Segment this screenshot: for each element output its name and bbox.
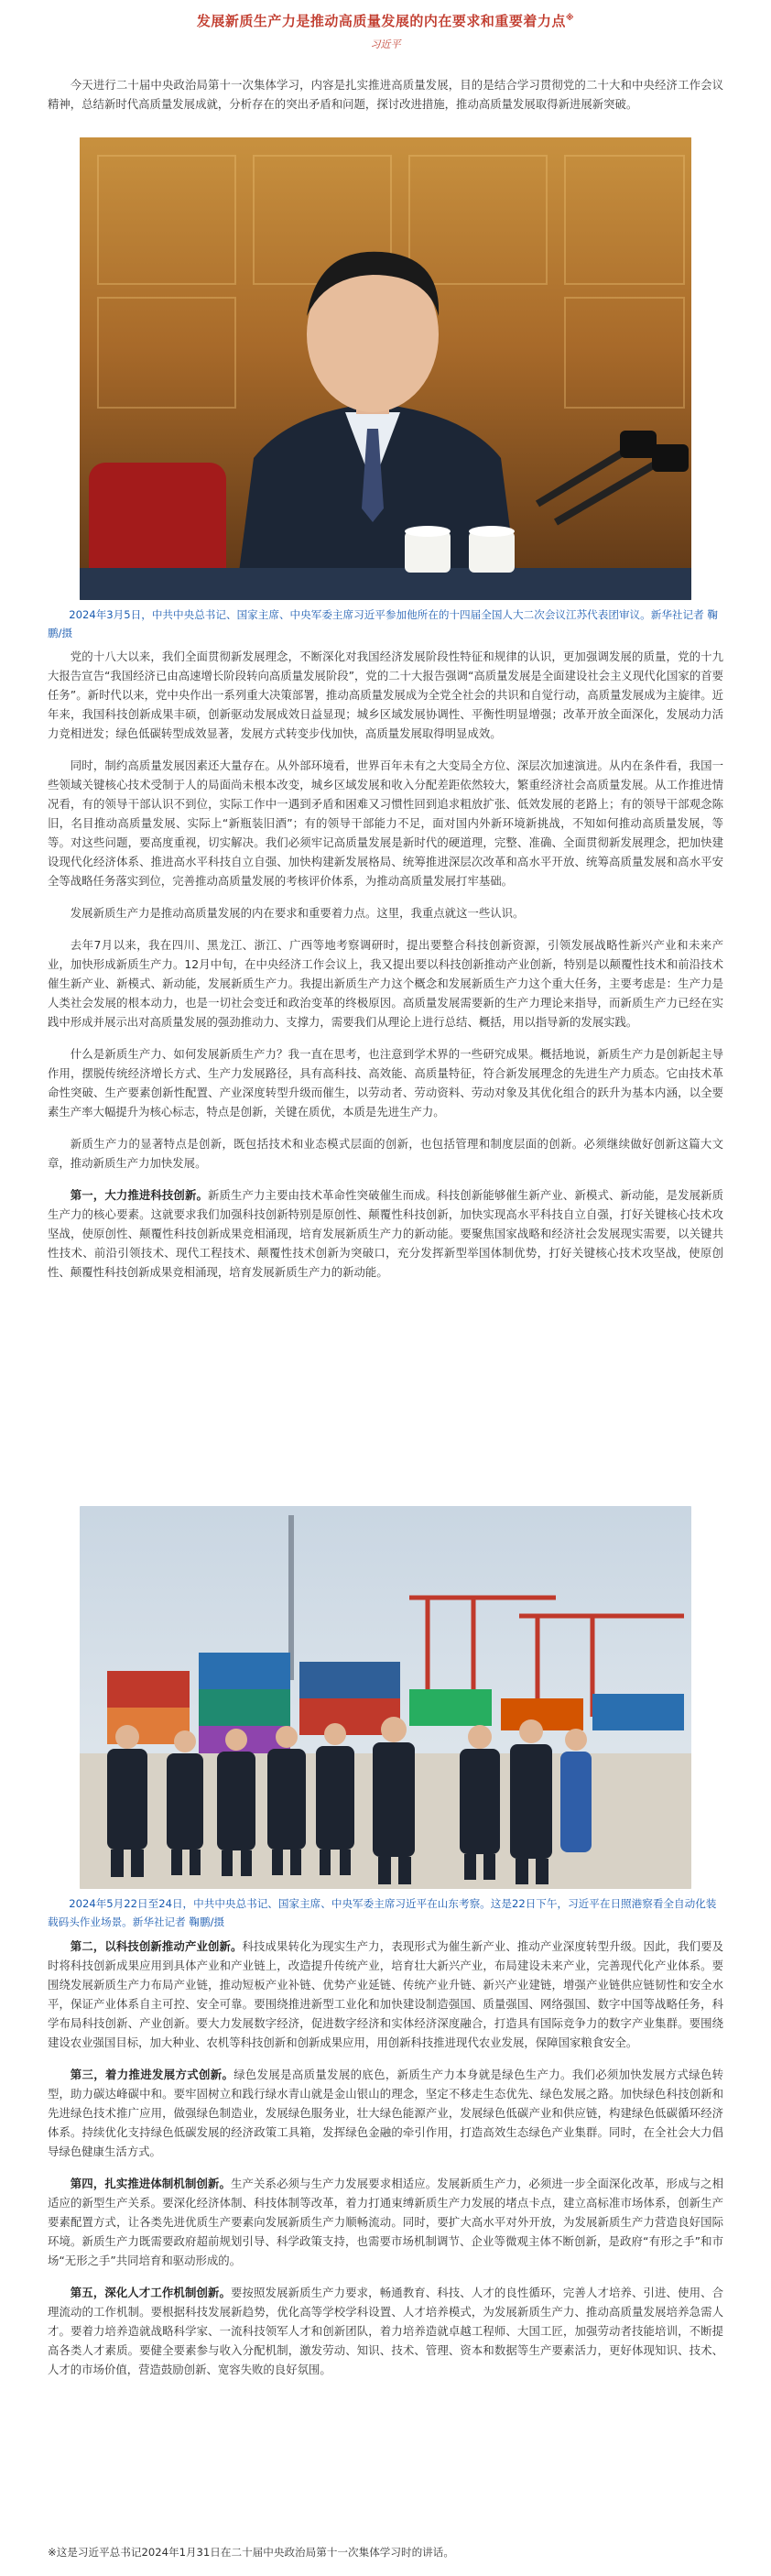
paragraph-10 bbox=[48, 2065, 723, 2161]
paragraph-12-body: 要按照发展新质生产力要求，畅通教育、科技、人才的良性循环，完善人才培养、引进、使用、合理流动的工作机制。要根据科技发展新趋势，优化高等学校学科设置、人才培养模式，为发展新质生产力、推动高质量发展培养急需人才。要着力培养造就战略科学家、一流科技领军人才和创新团队，着力培养造就卓越工程师、大国工匠，加强劳动者技能培训，不断提高各类人才素质。要健全要素参与收入分配机制，激发劳动、知识、技术、管理、资本和数据等生产要素活力，更好体现知识、技术、人才的市场价值，营造鼓励创新、宽容失败的良好氛围。 bbox=[48, 2286, 723, 2376]
paragraph-12 bbox=[48, 2283, 723, 2379]
paragraph-10-lead: 第三，着力推进发展方式创新。 bbox=[70, 2068, 234, 2081]
paragraph-5: 去年7月以来，我在四川、黑龙江、浙江、广西等地考察调研时，提出要整合科技创新资源，引领发展战略性新兴产业和未来产业，加快形成新质生产力。12月中旬，在中央经济工作会议上，我又提出要以科技创新推动产业创新，特别是以颠覆性技术和前沿技术催生新产业、新模式、新动能，发展新质生产力。我提出新质生产力这个概念和发展新质生产力这个重大任务，主要考虑是：生产力是人类社会发展的根本动力，也是一切社会变迁和政治变革的终极原因。高质量发展需要新的生产力理论来指导，而新质生产力已经在实践中形成并展示出对高质量发展的强劲推动力、支撑力，需要我们从理论上进行总结、概括，用以指导新的发展实践。 bbox=[48, 938, 723, 1029]
paragraph-9-lead: 第二，以科技创新推动产业创新。 bbox=[70, 1939, 243, 1953]
paragraph-6: 什么是新质生产力、如何发展新质生产力？我一直在思考，也注意到学术界的一些研究成果。概括地说，新质生产力是创新起主导作用，摆脱传统经济增长方式、生产力发展路径，具有高科技、高效能、高质量特征，符合新发展理念的先进生产力质态。它由技术革命性突破、生产要素创新性配置、产业深度转型升级而催生，以劳动者、劳动资料、劳动对象及其优化组合的跃升为基本内涵，以全要素生产率大幅提升为核心标志，特点是创新，关键在质优，本质是先进生产力。 bbox=[48, 1047, 723, 1119]
paragraph-9 bbox=[48, 1937, 723, 2052]
photo-port-caption: 2024年5月22日至24日，中共中央总书记、国家主席、中央军委主席习近平在山东考察。这是22日下午，习近平在日照港察看全自动化装载码头作业场景。新华社记者 鞠鹏/摄 bbox=[48, 1897, 717, 1928]
photo-meeting-image bbox=[80, 137, 691, 600]
photo-port-image bbox=[80, 1506, 691, 1889]
paragraph-9-body: 科技成果转化为现实生产力，表现形式为催生新产业、推动产业深度转型升级。因此，我们要及时将科技创新成果应用到具体产业和产业链上，改造提升传统产业，培育壮大新兴产业，布局建设未来产业，完善现代化产业体系。要围绕发展新质生产力布局产业链，推动短板产业补链、优势产业延链、传统产业升链、新兴产业建链，增强产业链供应链韧性和安全水平，保证产业体系自主可控、安全可靠。要围绕推进新型工业化和加快建设制造强国、质量强国、网络强国、数字中国等战略任务，科学布局科技创新、产业创新。要大力发展数字经济，促进数字经济和实体经济深度融合，打造具有国际竞争力的数字产业集群。要围绕建设农业强国目标，加大种业、农机等科技创新和创新成果应用，用创新科技推进现代农业发展，保障国家粮食安全。 bbox=[48, 1939, 724, 2049]
paragraph-11 bbox=[48, 2174, 723, 2270]
paragraph-4: 发展新质生产力是推动高质量发展的内在要求和重要着力点。这里，我重点就这一些认识。 bbox=[70, 906, 525, 920]
paragraph-8-lead: 第一，大力推进科技创新。 bbox=[70, 1188, 208, 1202]
title-text: 发展新质生产力是推动高质量发展的内在要求和重要着力点 bbox=[196, 13, 566, 29]
body-section-1 bbox=[48, 647, 723, 1282]
paragraph-1: 今天进行二十届中央政治局第十一次集体学习，内容是扎实推进高质量发展，目的是结合学习贯彻党的二十大和中央经济工作会议精神，总结新时代高质量发展成就，分析存在的突出矛盾和问题，探讨改进措施，推动高质量发展取得新进展新突破。 bbox=[48, 78, 723, 111]
paragraph-3: 同时，制约高质量发展因素还大量存在。从外部环境看，世界百年未有之大变局全方位、深层次加速演进。从内在条件看，我国一些领域关键核心技术受制于人的局面尚未根本改变，城乡区域发展和收入分配差距依然较大，繁重经济社会高质量发展。从工作推进情况看，有的领导干部认识不到位，实际工作中一遇到矛盾和困难又习惯性回到追求粗放扩张、低效发展的老路上；有的领导干部观念陈旧，名目推动高质量发展、实际上“新瓶装旧酒”；有的领导干部能力不足，面对国内外新环境新挑战，不知如何推动高质量发展，等等。对这些问题，要高度重视，切实解决。我们必须牢记高质量发展是新时代的硬道理，完整、准确、全面贯彻新发展理念，把加快建设现代化经济体系、推进高水平科技自立自强、加快构建新发展格局、统筹推进深层次改革和高水平开放、统筹高质量发展和高水平安全等战略任务落实到位，完善推动高质量发展的考核评价体系，为推动高质量发展打牢基础。 bbox=[48, 759, 723, 888]
body-section-2 bbox=[48, 1937, 723, 2379]
paragraph-7: 新质生产力的显著特点是创新，既包括技术和业态模式层面的创新，也包括管理和制度层面的创新。必须继续做好创新这篇大文章，推动新质生产力加快发展。 bbox=[48, 1137, 723, 1170]
photo-port bbox=[80, 1506, 691, 1889]
paragraph-1-block bbox=[48, 75, 723, 114]
photo-meeting bbox=[80, 137, 691, 600]
paragraph-11-lead: 第四，扎实推进体制机制创新。 bbox=[70, 2177, 231, 2190]
article-footnote: ※这是习近平总书记2024年1月31日在二十届中央政治局第十一次集体学习时的讲话。 bbox=[48, 2546, 454, 2559]
paragraph-8 bbox=[48, 1185, 723, 1282]
title-note-mark: ※ bbox=[565, 14, 575, 23]
photo-meeting-caption: 2024年3月5日，中共中央总书记、国家主席、中央军委主席习近平参加他所在的十四届全国人大二次会议江苏代表团审议。新华社记者 鞠鹏/摄 bbox=[48, 608, 718, 639]
paragraph-10-body: 绿色发展是高质量发展的底色，新质生产力本身就是绿色生产力。我们必须加快发展方式绿色转型，助力碳达峰碳中和。要牢固树立和践行绿水青山就是金山银山的理念，坚定不移走生态优先、绿色发展之路。加快绿色科技创新和先进绿色技术推广应用，做强绿色制造业，发展绿色服务业，壮大绿色能源产业，发展绿色低碳产业和供应链，构建绿色低碳循环经济体系。持续优化支持绿色低碳发展的经济政策工具箱，发挥绿色金融的牵引作用，打造高效生态绿色产业集群。同时，在全社会大力倡导绿色健康生活方式。 bbox=[48, 2068, 724, 2158]
paragraph-11-body: 生产关系必须与生产力发展要求相适应。发展新质生产力，必须进一步全面深化改革，形成与之相适应的新型生产关系。要深化经济体制、科技体制等改革，着力打通束缚新质生产力发展的堵点卡点，建立高标准市场体系，创新生产要素配置方式，让各类先进优质生产要素向发展新质生产力顺畅流动。同时，要扩大高水平对外开放，为发展新质生产力营造良好国际环境。新质生产力既需要政府超前规划引导、科学政策支持，也需要市场机制调节、企业等微观主体不断创新，是政府“有形之手”和市场“无形之手”共同培育和驱动形成的。 bbox=[48, 2177, 723, 2267]
paragraph-8-body: 新质生产力主要由技术革命性突破催生而成。科技创新能够催生新产业、新模式、新动能，是发展新质生产力的核心要素。这就要求我们加强科技创新特别是原创性、颠覆性科技创新，加快实现高水平科技自立自强，打好关键核心技术攻坚战，使原创性、颠覆性科技创新成果竞相涌现，培育发展新质生产力的新动能。要聚焦国家战略和经济社会发展现实需要，以关键共性技术、前沿引领技术、现代工程技术、颠覆性技术创新为突破口，充分发挥新型举国体制优势，打好关键核心技术攻坚战，使原创性、颠覆性科技创新成果竞相涌现，培育发展新质生产力的新动能。 bbox=[48, 1188, 724, 1279]
paragraph-12-lead: 第五，深化人才工作机制创新。 bbox=[70, 2286, 231, 2299]
article-title bbox=[0, 11, 771, 30]
paragraph-2: 党的十八大以来，我们全面贯彻新发展理念，不断深化对我国经济发展阶段性特征和规律的认识，更加强调发展的质量，党的十九大报告宣告“我国经济已由高速增长阶段转向高质量发展阶段”，党的二十大报告强调“高质量发展是全面建设社会主义现代化国家的首要任务”。新时代以来，党中央作出一系列重大决策部署，推动高质量发展成为全党全社会的共识和自觉行动，高质量发展成为主旋律。近年来，我国科技创新成果丰硕，创新驱动发展成效日益显现；城乡区域发展协调性、平衡性明显增强；改革开放全面深化，发展动力活力竞相迸发；绿色低碳转型成效显著，发展方式转变步伐加快，高质量发展取得明显成效。 bbox=[48, 649, 723, 740]
article-author: 习近平 bbox=[370, 38, 401, 50]
